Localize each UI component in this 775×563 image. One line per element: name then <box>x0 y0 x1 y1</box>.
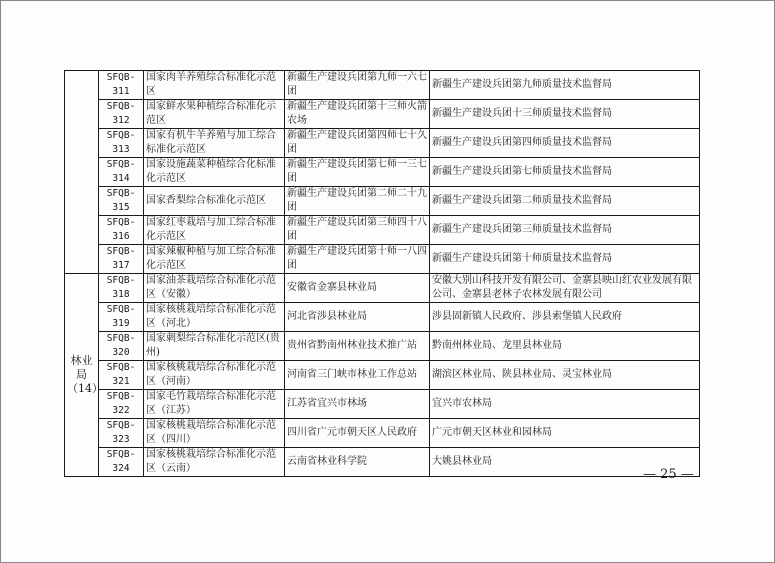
supervising-org-cell: 新疆生产建设兵团第三师质量技术监督局 <box>430 216 700 245</box>
code-cell: SFQB-318 <box>99 274 144 303</box>
supervising-org-cell: 新疆生产建设兵团第七师质量技术监督局 <box>430 158 700 187</box>
zone-name-cell: 国家鲜水果种植综合标准化示范区 <box>144 100 285 129</box>
undertaking-org-cell: 新疆生产建设兵团第十三师火箭农场 <box>285 100 430 129</box>
undertaking-org-cell: 新疆生产建设兵团第十师一八四团 <box>285 245 430 274</box>
undertaking-org-cell: 安徽省金寨县林业局 <box>285 274 430 303</box>
supervising-org-cell: 湖滨区林业局、陕县林业局、灵宝林业局 <box>430 361 700 390</box>
undertaking-org-cell: 贵州省黔南州林业技术推广站 <box>285 332 430 361</box>
table-row <box>65 129 700 158</box>
table-row <box>65 158 700 187</box>
code-cell: SFQB-316 <box>99 216 144 245</box>
supervising-org-cell: 新疆生产建设兵团第四师质量技术监督局 <box>430 129 700 158</box>
undertaking-org-cell: 河北省涉县林业局 <box>285 303 430 332</box>
zone-name-cell: 国家辣椒种植与加工综合标准化示范区 <box>144 245 285 274</box>
demonstration-zone-table <box>64 70 700 477</box>
supervising-org-cell: 大姚县林业局 <box>430 448 700 477</box>
table-row <box>65 100 700 129</box>
code-cell: SFQB-321 <box>99 361 144 390</box>
zone-name-cell: 国家毛竹栽培综合标准化示范区（江苏） <box>144 390 285 419</box>
zone-name-cell: 国家核桃栽培综合标准化示范区（河南） <box>144 361 285 390</box>
zone-name-cell: 国家核桃栽培综合标准化示范区（四川） <box>144 419 285 448</box>
zone-name-cell: 国家香梨综合标准化示范区 <box>144 187 285 216</box>
category-cell-forestry <box>65 274 103 477</box>
zone-name-cell: 国家油茶栽培综合标准化示范区（安徽） <box>144 274 285 303</box>
supervising-org-cell: 黔南州林业局、龙里县林业局 <box>430 332 700 361</box>
undertaking-org-cell: 江苏省宜兴市林场 <box>285 390 430 419</box>
table-row <box>65 419 700 448</box>
zone-name-cell: 国家刺梨综合标准化示范区(贵州) <box>144 332 285 361</box>
table-row <box>65 71 700 100</box>
category-count: （14） <box>67 382 103 395</box>
undertaking-org-cell: 新疆生产建设兵团第九师一六七团 <box>285 71 430 100</box>
undertaking-org-cell: 新疆生产建设兵团第四师七十久团 <box>285 129 430 158</box>
code-cell: SFQB-311 <box>99 71 144 100</box>
table-row <box>65 245 700 274</box>
zone-name-cell: 国家红枣栽培与加工综合标准化示范区 <box>144 216 285 245</box>
code-cell: SFQB-312 <box>99 100 144 129</box>
table-row <box>65 332 700 361</box>
zone-name-cell: 国家核桃栽培综合标准化示范区（云南） <box>144 448 285 477</box>
code-cell: SFQB-320 <box>99 332 144 361</box>
code-cell: SFQB-319 <box>99 303 144 332</box>
code-cell: SFQB-315 <box>99 187 144 216</box>
table-row <box>65 361 700 390</box>
code-cell: SFQB-323 <box>99 419 144 448</box>
category-cell-empty <box>65 71 99 274</box>
undertaking-org-cell: 云南省林业科学院 <box>285 448 430 477</box>
undertaking-org-cell: 新疆生产建设兵团第二师二十九团 <box>285 187 430 216</box>
table-row <box>65 274 700 303</box>
page-number: — 25 — <box>643 467 694 482</box>
code-cell: SFQB-314 <box>99 158 144 187</box>
table-row <box>65 216 700 245</box>
table-row <box>65 187 700 216</box>
code-cell: SFQB-322 <box>99 390 144 419</box>
zone-name-cell: 国家设施蔬菜种植综合化标准化示范区 <box>144 158 285 187</box>
supervising-org-cell: 广元市朝天区林业和园林局 <box>430 419 700 448</box>
supervising-org-cell: 涉县固新镇人民政府、涉县索堡镇人民政府 <box>430 303 700 332</box>
category-label: 林业局 <box>70 354 93 381</box>
supervising-org-cell: 新疆生产建设兵团第九师质量技术监督局 <box>430 71 700 100</box>
zone-name-cell: 国家核桃栽培综合标准化示范区（河北） <box>144 303 285 332</box>
undertaking-org-cell: 新疆生产建设兵团第七师一三七团 <box>285 158 430 187</box>
table-row <box>65 303 700 332</box>
code-cell: SFQB-313 <box>99 129 144 158</box>
zone-name-cell: 国家肉羊养殖综合标准化示范区 <box>144 71 285 100</box>
table-row <box>65 448 700 477</box>
undertaking-org-cell: 四川省广元市朝天区人民政府 <box>285 419 430 448</box>
supervising-org-cell: 新疆生产建设兵团十三师质量技术监督局 <box>430 100 700 129</box>
undertaking-org-cell: 新疆生产建设兵团第三师四十八团 <box>285 216 430 245</box>
supervising-org-cell: 新疆生产建设兵团第十师质量技术监督局 <box>430 245 700 274</box>
code-cell: SFQB-324 <box>99 448 144 477</box>
supervising-org-cell: 宜兴市农林局 <box>430 390 700 419</box>
supervising-org-cell: 安徽大别山科技开发有限公司、金寨县映山红农业发展有限公司、金寨县老林子农林发展有限公司 <box>430 274 700 303</box>
supervising-org-cell: 新疆生产建设兵团第二师质量技术监督局 <box>430 187 700 216</box>
zone-name-cell: 国家有机牛羊养殖与加工综合标准化示范区 <box>144 129 285 158</box>
table-row <box>65 390 700 419</box>
code-cell: SFQB-317 <box>99 245 144 274</box>
undertaking-org-cell: 河南省三门峡市林业工作总站 <box>285 361 430 390</box>
